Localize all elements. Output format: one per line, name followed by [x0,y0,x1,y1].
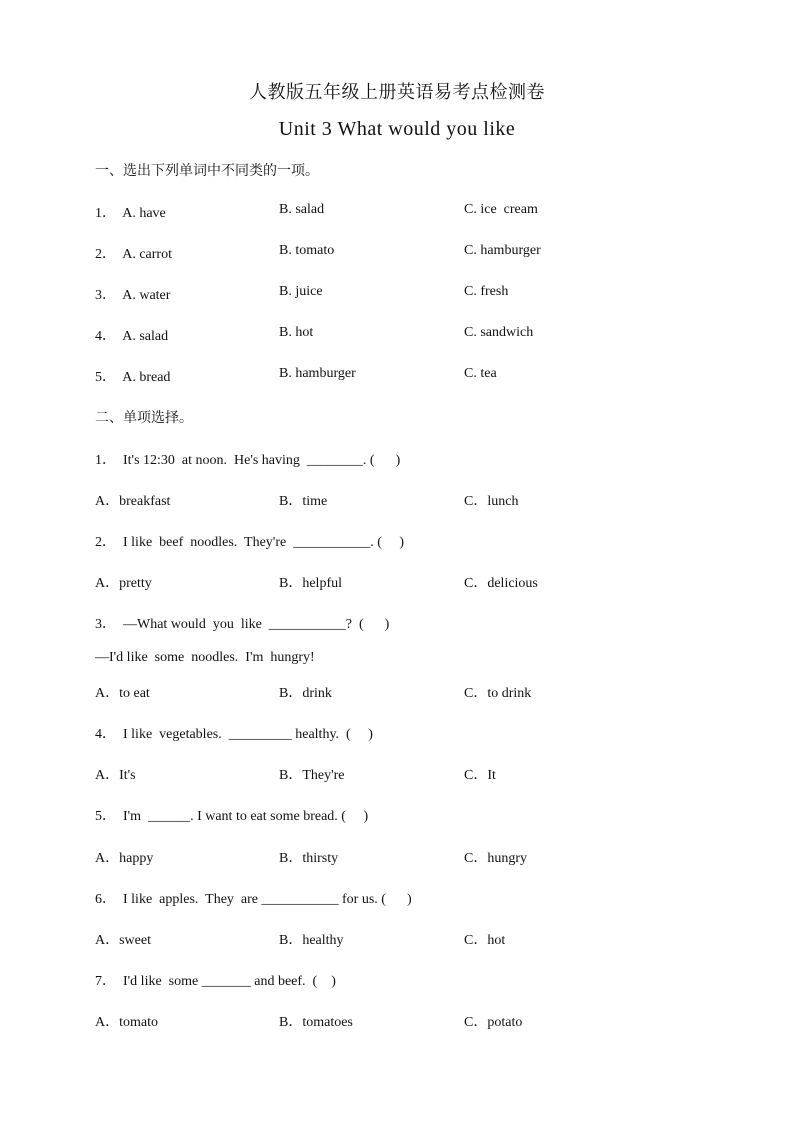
s2-q7-option-b: B．tomatoes [279,1015,353,1030]
s1-q4-option-b: B. hot [279,325,314,340]
s1-q1-option-a: 1． A. have [95,206,166,221]
s2-q1-option-a: A．breakfast [95,494,171,509]
s2-q2-stem: 2． I like beef noodles. They're ___________. ( ) [95,535,405,550]
s2-q4-option-a: A．It's [95,768,136,783]
s2-q2-option-a: A．pretty [95,576,152,591]
s2-q5-option-b: B．thirsty [279,851,339,866]
s2-q1-option-c: C．lunch [464,494,519,509]
s2-q5-option-a: A．happy [95,851,154,866]
s1-q4-option-c: C. sandwich [464,325,534,340]
s1-q2-option-b: B. tomato [279,243,335,258]
s1-q2-option-a: 2． A. carrot [95,247,172,262]
s2-q7-option-c: C．potato [464,1015,523,1030]
section-2-heading: 二、单项选择。 [95,410,193,426]
s2-q6-option-b: B．healthy [279,933,344,948]
s1-q4-option-a: 4． A. salad [95,329,169,344]
s2-q2-option-b: B．helpful [279,576,342,591]
s2-q3-dialogue-reply: —I'd like some noodles. I'm hungry! [95,650,315,665]
s2-q6-option-c: C．hot [464,933,506,948]
s1-q5-option-c: C. tea [464,366,497,381]
s1-q2-option-c: C. hamburger [464,243,541,258]
s2-q6-stem: 6． I like apples. They are ___________ for us. ( ) [95,892,412,907]
s1-q1-option-c: C. ice cream [464,202,538,217]
s2-q2-option-c: C．delicious [464,576,538,591]
s2-q3-option-b: B．drink [279,686,332,701]
s2-q5-option-c: C．hungry [464,851,527,866]
section-1-heading: 一、选出下列单词中不同类的一项。 [95,163,319,179]
s2-q3-option-c: C．to drink [464,686,532,701]
s1-q5-option-b: B. hamburger [279,366,356,381]
s1-q3-option-a: 3． A. water [95,288,171,303]
s2-q5-stem: 5． I'm ______. I want to eat some bread. ( ) [95,809,369,824]
s2-q3-stem: 3． —What would you like ___________? ( ) [95,617,390,632]
s2-q4-option-c: C．It [464,768,496,783]
s2-q1-option-b: B．time [279,494,328,509]
s2-q7-option-a: A．tomato [95,1015,158,1030]
s2-q4-option-b: B．They're [279,768,345,783]
s1-q3-option-b: B. juice [279,284,323,299]
worksheet-title-english: Unit 3 What would you like [278,118,516,140]
s1-q5-option-a: 5． A. bread [95,370,171,385]
s1-q1-option-b: B. salad [279,202,325,217]
s1-q3-option-c: C. fresh [464,284,509,299]
s2-q6-option-a: A．sweet [95,933,151,948]
worksheet-title-chinese: 人教版五年级上册英语易考点检测卷 [249,82,545,103]
s2-q7-stem: 7． I'd like some _______ and beef. ( ) [95,974,336,989]
s2-q4-stem: 4． I like vegetables. _________ healthy. ( ) [95,727,373,742]
s2-q1-stem: 1． It's 12:30 at noon. He's having ________. ( ) [95,453,401,468]
s2-q3-option-a: A．to eat [95,686,150,701]
